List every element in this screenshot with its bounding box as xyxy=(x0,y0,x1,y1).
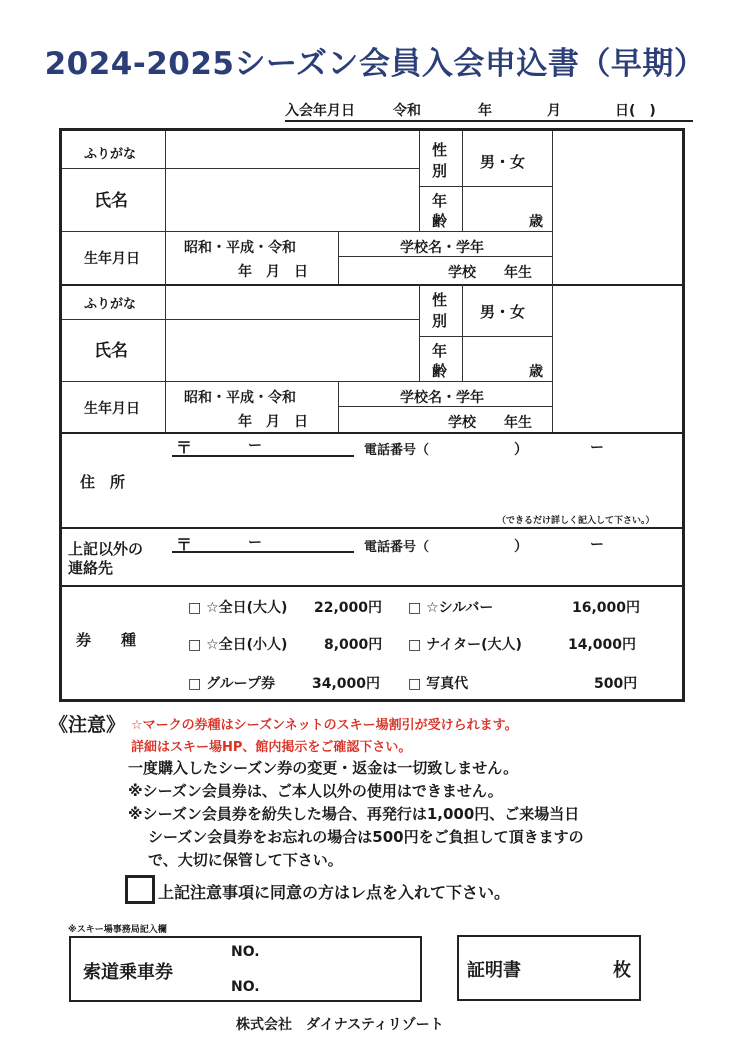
notes-heading: 《注意》 xyxy=(49,714,126,736)
phone-close: ） xyxy=(514,539,528,555)
age-label-top: 年 xyxy=(432,192,448,210)
birth-ymd: 年 月 日 xyxy=(238,414,308,430)
notes-red-line-1: ☆マークの券種はシーズンネットのスキー場割引が受けられます。 xyxy=(131,718,518,733)
ticket-option-silver[interactable]: □ ☆シルバー xyxy=(408,600,494,616)
phone-close: ） xyxy=(514,442,528,458)
ticket-price-adult-full: 22,000円 xyxy=(314,600,383,616)
application-date-line xyxy=(285,100,693,122)
phone-dash: ー xyxy=(590,440,604,456)
age-label-bottom: 齢 xyxy=(432,362,448,380)
ticket-option-photo[interactable]: □ 写真代 xyxy=(408,676,469,692)
address-label: 住 所 xyxy=(80,473,126,491)
certificate-label: 証明書 xyxy=(467,960,521,981)
certificate-unit: 枚 xyxy=(613,960,631,981)
ticket-price-night-adult: 14,000円 xyxy=(568,637,637,653)
notes-red-line-2: 詳細はスキー場HP、館内掲示をご確認下さい。 xyxy=(131,740,412,755)
furigana-label: ふりがな xyxy=(84,147,137,162)
certificate-box xyxy=(457,935,641,1001)
company-footer: 株式会社 ダイナスティリゾート xyxy=(236,1017,444,1033)
date-day: 日( ) xyxy=(615,103,656,119)
agree-checkbox[interactable] xyxy=(125,875,155,904)
sex-options: 男・女 xyxy=(480,303,526,321)
sex-label-top: 性 xyxy=(432,141,448,159)
birth-ymd: 年 月 日 xyxy=(238,264,308,280)
date-month: 月 xyxy=(547,103,561,119)
school-suffix: 学校 年生 xyxy=(448,265,532,281)
age-unit: 歳 xyxy=(529,364,543,380)
name-label: 氏名 xyxy=(94,191,128,211)
ticket-price-child-full: 8,000円 xyxy=(324,637,383,653)
notes-line-4: ※シーズン会員券は、ご本人以外の使用はできません。 xyxy=(128,782,503,800)
date-label: 入会年月日 xyxy=(285,103,355,119)
postal-dash: ー xyxy=(248,535,262,551)
notes-line-3: 一度購入したシーズン券の変更・返金は一切致しません。 xyxy=(128,759,519,777)
ticket-option-child-full[interactable]: □ ☆全日(小人) xyxy=(188,637,288,653)
school-label: 学校名・学年 xyxy=(400,240,484,256)
phone-label: 電話番号（ xyxy=(364,540,430,555)
alt-contact-label-1: 上記以外の xyxy=(68,540,144,558)
age-label-bottom: 齢 xyxy=(432,212,448,230)
ticket-option-group[interactable]: □ グループ券 xyxy=(188,676,275,692)
notes-line-7: で、大切に保管して下さい。 xyxy=(148,851,343,869)
ticket-label: 券 種 xyxy=(76,631,137,649)
phone-dash: ー xyxy=(590,537,604,553)
notes-line-5: ※シーズン会員券を紛失した場合、再発行は1,000円、ご来場当日 xyxy=(128,805,580,823)
birth-eras: 昭和・平成・令和 xyxy=(184,390,296,406)
sex-label-bottom: 別 xyxy=(432,162,448,180)
agree-text: 上記注意事項に同意の方はレ点を入れて下さい。 xyxy=(158,883,511,902)
age-unit: 歳 xyxy=(529,214,543,230)
alt-contact-label-2: 連絡先 xyxy=(68,559,114,577)
sex-options: 男・女 xyxy=(480,153,526,171)
furigana-label: ふりがな xyxy=(84,297,137,312)
ropeway-no-1: NO. xyxy=(231,944,260,960)
name-label: 氏名 xyxy=(94,341,128,361)
birth-label: 生年月日 xyxy=(84,251,140,267)
postal-mark: 〒 xyxy=(176,438,193,457)
date-era: 令和 xyxy=(393,103,421,119)
ropeway-ticket-label: 索道乗車券 xyxy=(83,962,173,983)
ticket-option-adult-full[interactable]: □ ☆全日(大人) xyxy=(188,600,288,616)
application-form-table xyxy=(59,128,685,702)
sex-label-bottom: 別 xyxy=(432,312,448,330)
ticket-price-photo: 500円 xyxy=(594,676,638,692)
ticket-option-night-adult[interactable]: □ ナイター(大人) xyxy=(408,637,522,653)
school-suffix: 学校 年生 xyxy=(448,415,532,431)
postal-dash: ー xyxy=(248,438,262,454)
notes-line-6: シーズン会員券をお忘れの場合は500円をご負担して頂きますの xyxy=(148,828,584,846)
page-title: 2024-2025シーズン会員入会申込書（早期） xyxy=(44,46,706,82)
postal-mark: 〒 xyxy=(176,535,193,554)
ticket-price-group: 34,000円 xyxy=(312,676,381,692)
school-label: 学校名・学年 xyxy=(400,390,484,406)
phone-label: 電話番号（ xyxy=(364,443,430,458)
date-year: 年 xyxy=(478,103,492,119)
sex-label-top: 性 xyxy=(432,291,448,309)
birth-label: 生年月日 xyxy=(84,401,140,417)
ticket-price-silver: 16,000円 xyxy=(572,600,641,616)
ropeway-ticket-box xyxy=(69,936,422,1002)
birth-eras: 昭和・平成・令和 xyxy=(184,240,296,256)
age-label-top: 年 xyxy=(432,342,448,360)
address-hint: （できるだけ詳しく記入して下さい。） xyxy=(497,516,655,526)
office-use-label: ※スキー場事務局記入欄 xyxy=(68,925,167,935)
ropeway-no-2: NO. xyxy=(231,979,260,995)
